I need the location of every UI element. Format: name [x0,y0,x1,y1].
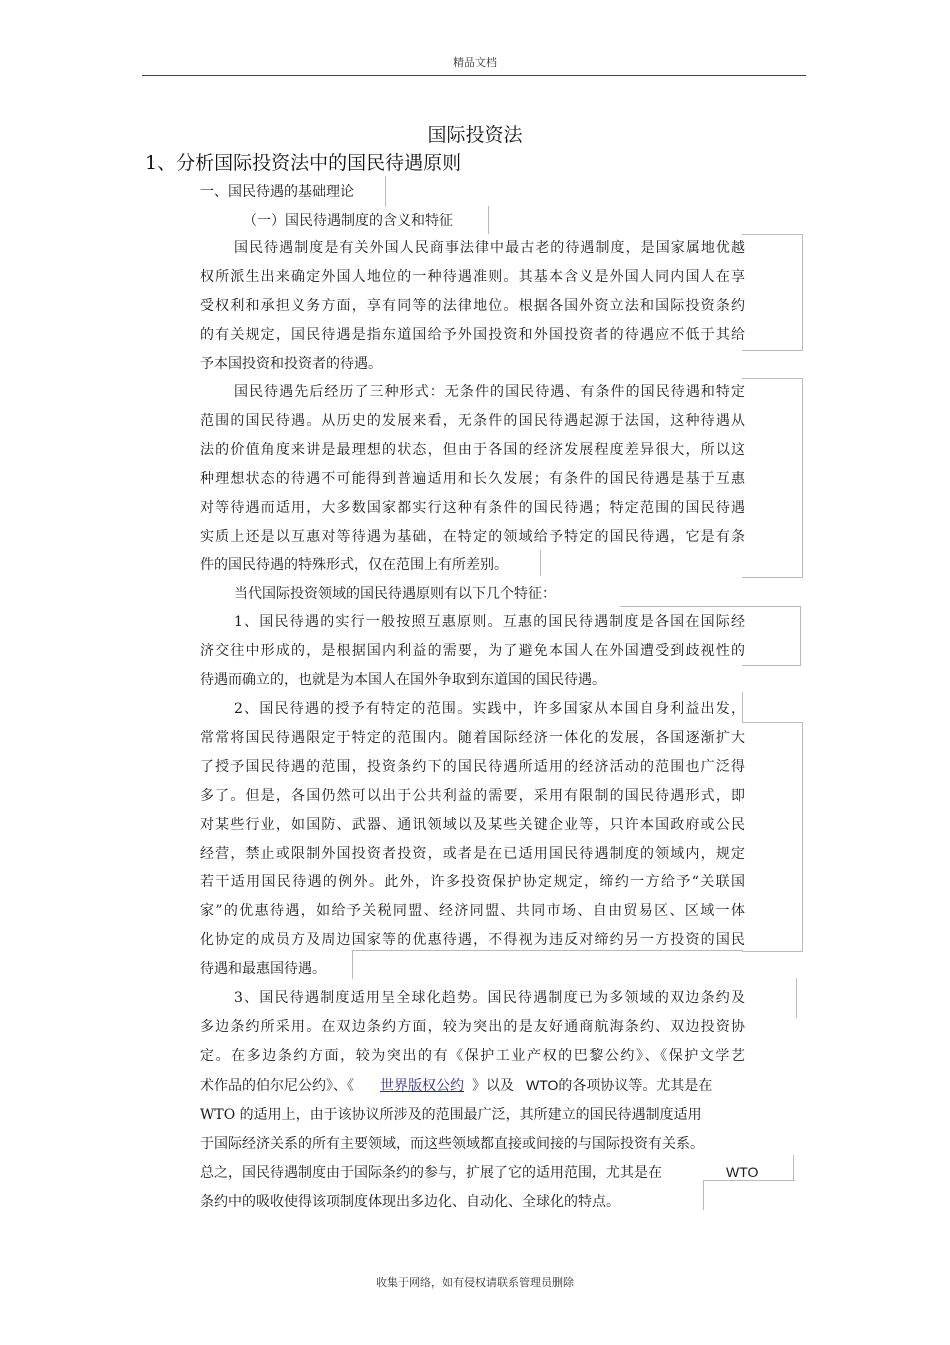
frame-box [742,378,803,578]
paragraph-line: 多边条约所采用。在双边条约方面，较为突出的是友好通商航海条约、双边投资协 [200,1018,745,1035]
paragraph-line: 于国际经济关系的所有主要领域，而这些领域都直接或间接的与国际投资有关系。 [200,1135,704,1152]
paragraph-line: 经营，禁止或限制外国投资者投资，或者是在已适用国民待遇制度的领域内，规定 [200,845,745,862]
paragraph-line: 待遇和最惠国待遇。 [200,961,326,978]
paragraph-line-with-link [200,1071,745,1101]
paragraph-line: 常常将国民待遇限定于特定的范围内。随着国际经济一体化的发展，各国逐渐扩大 [200,729,745,746]
paragraph-line: 国民待遇制度是有关外国人民商事法律中最古老的待遇制度，是国家属地优越 [234,240,745,256]
paragraph-line: 种理想状态的待遇不可能得到普遍适用和长久发展；有条件的国民待遇是基于互惠 [200,470,745,487]
paragraph-line: 权所派生出来确定外国人地位的一种待遇准则。其基本含义是外国人同内国人在享 [200,268,745,285]
paragraph-line: 家”的优惠待遇，如给予关税同盟、经济同盟、共同市场、自由贸易区、区域一体 [200,903,745,920]
paragraph-line: 的有关规定，国民待遇是指东道国给予外国投资和外国投资者的待遇应不低于其给 [200,326,745,343]
paragraph-line: 实质上还是以互惠对等待遇为基础，在特定的领域给予特定的国民待遇，它是有条 [200,528,745,545]
paragraph-line: 了授予国民待遇的范围，投资条约下的国民待遇所适用的经济活动的范围也广泛得 [200,758,745,775]
paragraph-line: 国民待遇先后经历了三种形式：无条件的国民待遇、有条件的国民待遇和特定 [234,384,745,400]
paragraph-2 [200,378,745,580]
paragraph-line: 化协定的成员方及周边国家等的优惠待遇，不得视为违反对缔约另一方投资的国民 [200,932,745,949]
paragraph-line: 受权利和承担义务方面，享有同等的法律地位。根据各国外资立法和国际投资条约 [200,297,745,314]
subheading-1: 一、国民待遇的基础理论 [200,184,354,200]
text-run: WTO [726,1164,759,1181]
text-run: 术作品的伯尔尼公约》、《 [200,1077,354,1094]
frame-box [742,722,803,952]
paragraph-line: 对等待遇而适用，大多数国家都实行这种有条件的国民待遇；特定范围的国民待遇 [200,499,745,516]
frame-box [742,606,801,666]
paragraph-6 [200,984,759,1217]
paragraph-line: 若干适用国民待遇的例外。此外，许多投资保护协定规定，缔约一方给予“关联国 [200,874,745,891]
paragraph-line: 当代国际投资领域的国民待遇原则有以下几个特征： [234,586,556,602]
paragraph-line: WTO 的适用上，由于该协议所涉及的范围最广泛，其所建立的国民待遇制度适用 [200,1106,702,1123]
page-header-label: 精品文档 [453,56,497,69]
paragraph-line: 1、国民待遇的实行一般按照互惠原则。互惠的国民待遇制度是各国在国际经 [234,614,745,630]
paragraph-line: 法的价值角度来讲是最理想的状态，但由于各国的经济发展程度差异很大，所以这 [200,441,745,458]
text-run: 的各项协议等。尤其是在 [558,1077,713,1094]
paragraph-5 [200,695,745,984]
paragraph-line: 定。在多边条约方面，较为突出的有《保护工业产权的巴黎公约》、《保护文学艺 [200,1047,745,1064]
frame-box [742,234,803,351]
paragraph-line: 对某些行业，如国防、武器、通讯领域以及某些关键企业等，只许本国政府或公民 [200,816,745,833]
text-run: 总之，国民待遇制度由于国际条约的参与，扩展了它的适用范围，尤其是在 [200,1165,662,1182]
page-footer-label: 收集于网络，如有侵权请联系管理员删除 [376,1276,574,1289]
text-run: WTO [526,1076,559,1093]
paragraph-line [200,1158,759,1188]
paragraph-line: 件的国民待遇的特殊形式，仅在范围上有所差别。 [200,557,508,574]
paragraph-line: 待遇而确立的，也就是为本国人在国外争取到东道国的国民待遇。 [200,671,606,688]
paragraph-line: 济交往中形成的，是根据国内利益的需要，为了避免本国人在外国遭受到歧视性的 [200,642,745,659]
treaty-link[interactable]: 世界版权公约 [380,1077,464,1094]
frame-box [488,206,489,234]
subheading-2: （一）国民待遇制度的含义和特征 [243,213,453,229]
frame-line [793,1155,794,1180]
paragraph-3 [200,580,745,609]
header-rule [142,75,806,76]
paragraph-line: 3、国民待遇制度适用呈全球化趋势。国民待遇制度已为多领域的双边条约及 [234,990,745,1006]
paragraph-line: 条约中的吸收使得该项制度体现出多边化、自动化、全球化的特点。 [200,1194,620,1211]
paragraph-line: 予本国投资和投资者的待遇。 [200,355,382,372]
text-run: 》以及 [472,1077,514,1094]
document-title: 国际投资法 [427,124,523,146]
paragraph-line: 范围的国民待遇。从历史的发展来看，无条件的国民待遇起源于法国，这种待遇从 [200,412,745,429]
paragraph-line: 2、国民待遇的授予有特定的范围。实践中，许多国家从本国自身利益出发， [234,701,745,717]
paragraph-4 [200,608,745,695]
frame-box [385,176,386,207]
paragraph-1 [200,234,745,379]
paragraph-line: 多了。但是，各国仍然可以出于公共利益的需要，采用有限制的国民待遇形式，即 [200,787,745,804]
section-heading: 1、分析国际投资法中的国民待遇原则 [145,152,462,174]
frame-line [796,978,797,1018]
